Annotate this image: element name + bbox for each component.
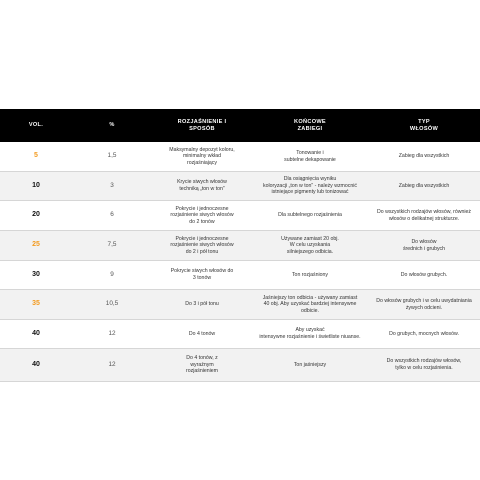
method-cell: Pokrycie i jednoczesne rozjaśnienie siwych włosów do 2 i pół tonu xyxy=(170,235,234,255)
method-cell: Krycie siwych włosów techniką „ton w ton” xyxy=(177,179,227,192)
vol-cell: 30 xyxy=(32,270,40,278)
table-row xyxy=(0,349,480,382)
percent-cell: 12 xyxy=(108,329,116,337)
header-hair-type: TYP WŁOSÓW xyxy=(409,118,439,132)
table-row xyxy=(0,261,480,290)
effect-cell: Jaśniejszy ton odbicia - używany zamiast 40 obj. Aby uzyskać bardziej intensywne odbicie. xyxy=(262,294,358,314)
vol-cell: 40 xyxy=(32,360,40,368)
method-cell: Do 4 tonów xyxy=(188,330,216,337)
percent-cell: 7,5 xyxy=(107,241,117,249)
table-row xyxy=(0,290,480,320)
hair-type-cell: Do włosów grubych i w celu uwydatniania żywych odcieni. xyxy=(376,297,472,311)
hair-type-cell: Do grubych, mocnych włosów. xyxy=(389,330,459,337)
hair-type-cell: Zabieg dla wszystkich xyxy=(398,182,450,189)
effect-cell: Aby uzyskać intensywne rozjaśnienie i świetliste niuanse. xyxy=(259,327,361,340)
vol-cell: 25 xyxy=(32,241,40,249)
method-cell: Pokrycie i jednoczesne rozjaśnienie siwych włosów do 2 tonów xyxy=(170,205,234,225)
effect-cell: Ton rozjaśniony xyxy=(291,271,329,278)
method-cell: Maksymalny depozyt koloru, minimalny wkład rozjaśniający xyxy=(169,146,235,166)
header-vol: VOL. xyxy=(28,122,44,128)
vol-cell: 20 xyxy=(32,211,40,219)
hair-type-cell: Zabieg dla wszystkich xyxy=(398,153,450,160)
hair-type-cell: Do włosów grubych. xyxy=(400,271,448,278)
table-row xyxy=(0,231,480,261)
hair-type-cell: Do włosów średnich i grubych xyxy=(402,238,446,252)
hair-type-cell: Do wszystkich rodzajów włosów, tylko w celu rozjaśnienia. xyxy=(386,358,462,371)
percent-cell: 3 xyxy=(110,181,114,189)
vol-cell: 35 xyxy=(32,300,40,308)
vol-cell: 5 xyxy=(34,152,38,160)
method-cell: Do 3 i pół tonu xyxy=(185,301,219,308)
effect-cell: Używane zamiast 20 obj. W celu uzyskania silniejszego odbicia. xyxy=(281,235,339,255)
vol-cell: 40 xyxy=(32,329,40,337)
table-row xyxy=(0,172,480,201)
header-method: ROZJAŚNIENIE I SPOSÓB xyxy=(177,118,227,132)
vol-cell: 10 xyxy=(32,181,40,189)
percent-cell: 9 xyxy=(110,270,114,278)
method-cell: Do 4 tonów, z wyraźnym rozjaśnieniem xyxy=(185,355,218,375)
method-cell: Pokrycie siwych włosów do 3 tonów xyxy=(170,268,234,281)
table-header xyxy=(0,109,480,142)
table-row xyxy=(0,320,480,349)
table-row xyxy=(0,142,480,172)
effect-cell: Dla subtelnego rozjaśnienia xyxy=(278,212,342,219)
hair-type-cell: Do wszystkich rodzajów włosów, również włosów o delikatnej strukturze. xyxy=(377,208,471,222)
percent-cell: 10,5 xyxy=(105,300,119,308)
percent-cell: 12 xyxy=(108,360,116,368)
effect-cell: Ton jaśniejszy xyxy=(293,361,327,368)
percent-cell: 6 xyxy=(110,211,114,219)
oxidant-table xyxy=(0,109,480,382)
header-effect: KOŃCOWE ZABIEGI xyxy=(294,118,326,132)
effect-cell: Tonowanie i subtelne dekapowanie xyxy=(284,149,336,163)
header-percent: % xyxy=(109,122,115,128)
percent-cell: 1,5 xyxy=(107,152,117,160)
table-row xyxy=(0,201,480,231)
effect-cell: Dla osiągnięcia wyniku koloryzacji „ton w ton” - należy wzmocnić istniejące pigmenty lub tonizować xyxy=(263,176,357,196)
